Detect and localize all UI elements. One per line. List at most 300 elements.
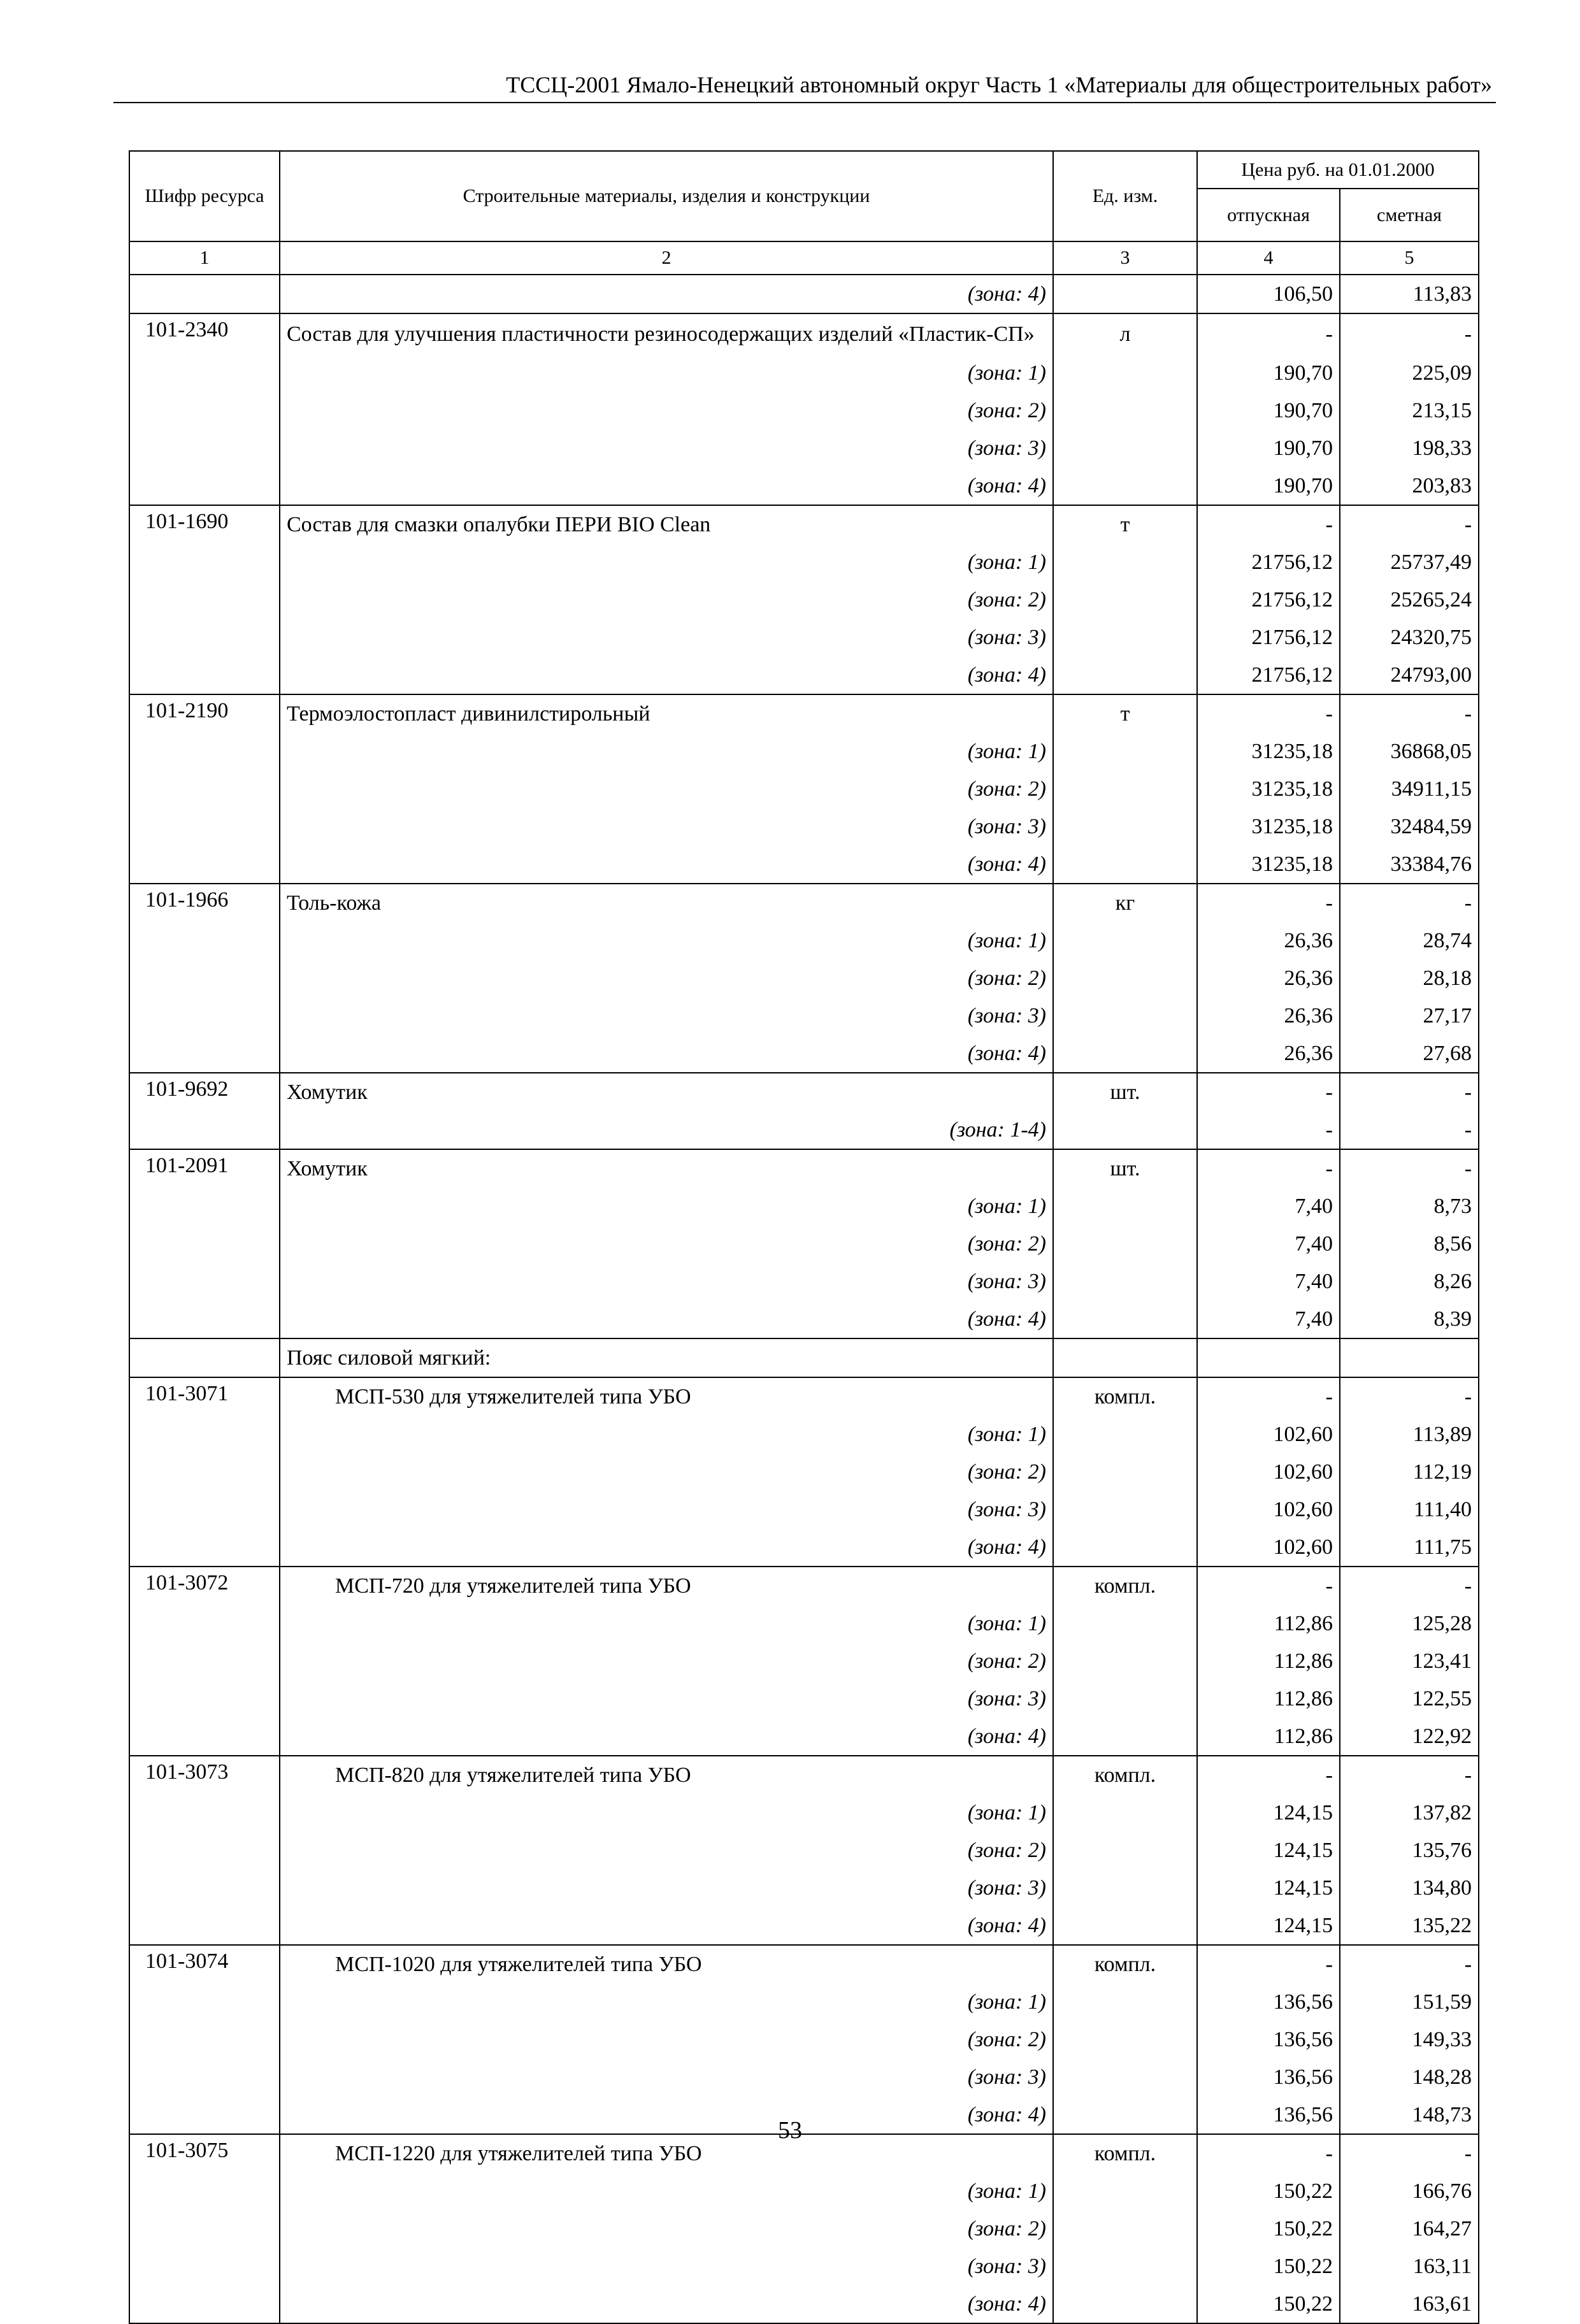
- release-price: 31235,18: [1197, 733, 1340, 770]
- empty-cell: [129, 1718, 280, 1756]
- empty-cell: [1053, 1983, 1197, 2021]
- zone-price-row: [129, 1453, 1479, 1491]
- zone-label: (зона: 1): [280, 2172, 1053, 2210]
- estimate-price: 8,26: [1340, 1263, 1479, 1300]
- empty-cell: [129, 1187, 280, 1225]
- estimate-price: 135,76: [1340, 1832, 1479, 1869]
- zone-price-row: [129, 1111, 1479, 1149]
- empty-cell: [1053, 1642, 1197, 1680]
- resource-code: 101-2340: [129, 313, 280, 354]
- estimate-price: 32484,59: [1340, 808, 1479, 845]
- release-price: -: [1197, 1567, 1340, 1605]
- section-row: [129, 1338, 1479, 1377]
- zone-price-row: [129, 1491, 1479, 1528]
- material-row: [129, 1073, 1479, 1111]
- release-price: 102,60: [1197, 1453, 1340, 1491]
- release-price: 124,15: [1197, 1907, 1340, 1945]
- estimate-price: 111,75: [1340, 1528, 1479, 1567]
- zone-price-row: [129, 1794, 1479, 1832]
- estimate-price: -: [1340, 1073, 1479, 1111]
- zone-price-row: [129, 1718, 1479, 1756]
- unit-of-measure: компл.: [1053, 1567, 1197, 1605]
- zone-label: (зона: 3): [280, 2248, 1053, 2285]
- empty-cell: [129, 733, 280, 770]
- empty-cell: [129, 1300, 280, 1338]
- zone-price-row: [129, 2248, 1479, 2285]
- estimate-price: 213,15: [1340, 392, 1479, 429]
- estimate-price: 34911,15: [1340, 770, 1479, 808]
- release-price: 102,60: [1197, 1416, 1340, 1453]
- column-number: 3: [1053, 241, 1197, 275]
- empty-cell: [1053, 2058, 1197, 2096]
- zone-price-row: [129, 1263, 1479, 1300]
- estimate-price: 28,74: [1340, 922, 1479, 959]
- release-price: 21756,12: [1197, 656, 1340, 694]
- zone-label: (зона: 1): [280, 1983, 1053, 2021]
- zone-label: (зона: 4): [280, 1300, 1053, 1338]
- zone-price-row: [129, 275, 1479, 313]
- empty-cell: [129, 1907, 280, 1945]
- empty-cell: [129, 656, 280, 694]
- estimate-price: 148,28: [1340, 2058, 1479, 2096]
- material-row: [129, 505, 1479, 543]
- estimate-price: 27,17: [1340, 997, 1479, 1035]
- empty-cell: [129, 467, 280, 505]
- release-price: 102,60: [1197, 1491, 1340, 1528]
- release-price: -: [1197, 1073, 1340, 1111]
- empty-cell: [1053, 2248, 1197, 2285]
- estimate-price: 8,39: [1340, 1300, 1479, 1338]
- empty-cell: [1053, 1794, 1197, 1832]
- release-price: 150,22: [1197, 2248, 1340, 2285]
- empty-cell: [129, 845, 280, 884]
- zone-label: (зона: 2): [280, 581, 1053, 619]
- estimate-price: -: [1340, 1111, 1479, 1149]
- zone-label: (зона: 1-4): [280, 1111, 1053, 1149]
- empty-cell: [129, 1111, 280, 1149]
- running-header: ТССЦ-2001 Ямало-Ненецкий автономный округ Часть 1 «Материалы для общестроительных работ»: [506, 72, 1492, 97]
- zone-price-row: [129, 581, 1479, 619]
- column-number: 4: [1197, 241, 1340, 275]
- empty-cell: [1053, 1832, 1197, 1869]
- release-price: 7,40: [1197, 1187, 1340, 1225]
- material-row: [129, 313, 1479, 354]
- zone-label: (зона: 4): [280, 275, 1053, 313]
- release-price: 112,86: [1197, 1605, 1340, 1642]
- empty-cell: [1053, 997, 1197, 1035]
- price-table: [129, 150, 1479, 2324]
- empty-cell: [129, 1983, 280, 2021]
- empty-cell: [1053, 1416, 1197, 1453]
- zone-label: (зона: 4): [280, 1528, 1053, 1567]
- estimate-price: -: [1340, 313, 1479, 354]
- unit-of-measure: кг: [1053, 884, 1197, 922]
- zone-price-row: [129, 429, 1479, 467]
- estimate-price: 25737,49: [1340, 543, 1479, 581]
- zone-label: (зона: 4): [280, 1035, 1053, 1073]
- unit-of-measure: шт.: [1053, 1073, 1197, 1111]
- price-table-container: [129, 150, 1478, 2324]
- empty-cell: [129, 2210, 280, 2248]
- release-price: 21756,12: [1197, 619, 1340, 656]
- empty-cell: [1053, 2285, 1197, 2323]
- resource-code: 101-2190: [129, 694, 280, 733]
- estimate-price: 198,33: [1340, 429, 1479, 467]
- zone-price-row: [129, 392, 1479, 429]
- zone-label: (зона: 1): [280, 733, 1053, 770]
- estimate-price: 25265,24: [1340, 581, 1479, 619]
- zone-price-row: [129, 733, 1479, 770]
- estimate-price: 125,28: [1340, 1605, 1479, 1642]
- zone-label: (зона: 3): [280, 808, 1053, 845]
- zone-label: (зона: 2): [280, 1225, 1053, 1263]
- release-price: 102,60: [1197, 1528, 1340, 1567]
- estimate-price: 134,80: [1340, 1869, 1479, 1907]
- estimate-price: 24320,75: [1340, 619, 1479, 656]
- zone-price-row: [129, 1983, 1479, 2021]
- zone-label: (зона: 4): [280, 656, 1053, 694]
- zone-label: (зона: 4): [280, 2096, 1053, 2134]
- release-price: 26,36: [1197, 922, 1340, 959]
- estimate-price: 8,56: [1340, 1225, 1479, 1263]
- empty-cell: [1053, 429, 1197, 467]
- table-header: [129, 151, 1479, 275]
- material-row: [129, 1377, 1479, 1416]
- empty-cell: [1053, 1491, 1197, 1528]
- unit-of-measure: компл.: [1053, 1756, 1197, 1794]
- release-price: 112,86: [1197, 1718, 1340, 1756]
- empty-cell: [1053, 2021, 1197, 2058]
- estimate-price: 164,27: [1340, 2210, 1479, 2248]
- estimate-price: -: [1340, 1945, 1479, 1983]
- empty-cell: [1197, 1338, 1340, 1377]
- release-price: 190,70: [1197, 429, 1340, 467]
- release-price: 112,86: [1197, 1680, 1340, 1718]
- release-price: 190,70: [1197, 467, 1340, 505]
- empty-cell: [1053, 1225, 1197, 1263]
- estimate-price: 148,73: [1340, 2096, 1479, 2134]
- release-price: -: [1197, 694, 1340, 733]
- zone-label: (зона: 1): [280, 1187, 1053, 1225]
- empty-cell: [129, 429, 280, 467]
- empty-cell: [1053, 770, 1197, 808]
- unit-of-measure: т: [1053, 694, 1197, 733]
- material-name: Термоэлостопласт дивинилстирольный: [280, 694, 1053, 733]
- empty-cell: [129, 392, 280, 429]
- zone-price-row: [129, 959, 1479, 997]
- page-number: 53: [778, 2117, 802, 2144]
- zone-price-row: [129, 1225, 1479, 1263]
- section-title: Пояс силовой мягкий:: [280, 1338, 1053, 1377]
- estimate-price: 135,22: [1340, 1907, 1479, 1945]
- unit-of-measure: компл.: [1053, 1377, 1197, 1416]
- empty-cell: [1053, 1453, 1197, 1491]
- empty-cell: [129, 1035, 280, 1073]
- column-number: 5: [1340, 241, 1479, 275]
- empty-cell: [1053, 619, 1197, 656]
- zone-price-row: [129, 1187, 1479, 1225]
- release-price: 7,40: [1197, 1263, 1340, 1300]
- empty-cell: [1053, 1869, 1197, 1907]
- zone-price-row: [129, 770, 1479, 808]
- release-price: 150,22: [1197, 2210, 1340, 2248]
- material-name: Состав для улучшения пластичности резиносодержащих изделий «Пластик-СП»: [280, 313, 1053, 354]
- empty-cell: [1053, 543, 1197, 581]
- empty-cell: [129, 581, 280, 619]
- release-price: -: [1197, 2134, 1340, 2172]
- zone-price-row: [129, 808, 1479, 845]
- estimate-price: 112,19: [1340, 1453, 1479, 1491]
- zone-label: (зона: 1): [280, 1416, 1053, 1453]
- release-price: 26,36: [1197, 997, 1340, 1035]
- resource-code: 101-3075: [129, 2134, 280, 2172]
- zone-label: (зона: 4): [280, 2285, 1053, 2323]
- zone-label: (зона: 3): [280, 2058, 1053, 2096]
- zone-price-row: [129, 543, 1479, 581]
- unit-of-measure: компл.: [1053, 1945, 1197, 1983]
- estimate-price: 36868,05: [1340, 733, 1479, 770]
- release-price: 21756,12: [1197, 543, 1340, 581]
- empty-cell: [129, 997, 280, 1035]
- zone-label: (зона: 1): [280, 922, 1053, 959]
- unit-of-measure: шт.: [1053, 1149, 1197, 1187]
- estimate-price: 33384,76: [1340, 845, 1479, 884]
- empty-cell: [1053, 656, 1197, 694]
- zone-price-row: [129, 1832, 1479, 1869]
- estimate-price: -: [1340, 694, 1479, 733]
- material-row: [129, 1945, 1479, 1983]
- material-name: Состав для смазки опалубки ПЕРИ BIO Clean: [280, 505, 1053, 543]
- material-name: МСП-720 для утяжелителей типа УБО: [280, 1567, 1053, 1605]
- empty-cell: [129, 619, 280, 656]
- empty-cell: [129, 275, 280, 313]
- zone-label: (зона: 3): [280, 429, 1053, 467]
- empty-cell: [1053, 1035, 1197, 1073]
- empty-cell: [1053, 1111, 1197, 1149]
- zone-price-row: [129, 1416, 1479, 1453]
- empty-cell: [129, 2248, 280, 2285]
- zone-label: (зона: 2): [280, 770, 1053, 808]
- zone-label: (зона: 1): [280, 543, 1053, 581]
- table-body: [129, 275, 1479, 2323]
- material-name: Толь-кожа: [280, 884, 1053, 922]
- zone-price-row: [129, 1528, 1479, 1567]
- empty-cell: [129, 1605, 280, 1642]
- zone-label: (зона: 3): [280, 1869, 1053, 1907]
- release-price: 190,70: [1197, 392, 1340, 429]
- release-price: -: [1197, 1149, 1340, 1187]
- zone-label: (зона: 2): [280, 2210, 1053, 2248]
- release-price: 136,56: [1197, 2096, 1340, 2134]
- empty-cell: [1053, 275, 1197, 313]
- empty-cell: [129, 1491, 280, 1528]
- empty-cell: [129, 1225, 280, 1263]
- release-price: 136,56: [1197, 2021, 1340, 2058]
- estimate-price: 122,55: [1340, 1680, 1479, 1718]
- empty-cell: [1053, 1718, 1197, 1756]
- resource-code: 101-3071: [129, 1377, 280, 1416]
- zone-price-row: [129, 1869, 1479, 1907]
- resource-code: 101-1966: [129, 884, 280, 922]
- empty-cell: [1053, 1680, 1197, 1718]
- empty-cell: [129, 1453, 280, 1491]
- estimate-price: 24793,00: [1340, 656, 1479, 694]
- zone-label: (зона: 1): [280, 1605, 1053, 1642]
- release-price: 7,40: [1197, 1225, 1340, 1263]
- empty-cell: [1053, 1605, 1197, 1642]
- zone-price-row: [129, 354, 1479, 392]
- release-price: 124,15: [1197, 1794, 1340, 1832]
- zone-price-row: [129, 1605, 1479, 1642]
- empty-cell: [129, 2021, 280, 2058]
- empty-cell: [1053, 1300, 1197, 1338]
- header-name: Строительные материалы, изделия и конструкции: [280, 151, 1053, 241]
- estimate-price: -: [1340, 1149, 1479, 1187]
- empty-cell: [1053, 845, 1197, 884]
- resource-code: 101-9692: [129, 1073, 280, 1111]
- empty-cell: [129, 959, 280, 997]
- zone-price-row: [129, 922, 1479, 959]
- empty-cell: [1053, 354, 1197, 392]
- release-price: -: [1197, 1377, 1340, 1416]
- estimate-price: 225,09: [1340, 354, 1479, 392]
- empty-cell: [1053, 1528, 1197, 1567]
- unit-of-measure: компл.: [1053, 2134, 1197, 2172]
- release-price: -: [1197, 313, 1340, 354]
- zone-label: (зона: 4): [280, 1718, 1053, 1756]
- zone-label: (зона: 2): [280, 2021, 1053, 2058]
- empty-cell: [1053, 581, 1197, 619]
- release-price: 112,86: [1197, 1642, 1340, 1680]
- empty-cell: [1053, 467, 1197, 505]
- estimate-price: 113,89: [1340, 1416, 1479, 1453]
- estimate-price: 163,11: [1340, 2248, 1479, 2285]
- zone-price-row: [129, 997, 1479, 1035]
- estimate-price: 163,61: [1340, 2285, 1479, 2323]
- empty-cell: [1053, 392, 1197, 429]
- release-price: 7,40: [1197, 1300, 1340, 1338]
- estimate-price: -: [1340, 1567, 1479, 1605]
- zone-price-row: [129, 619, 1479, 656]
- empty-cell: [1053, 1263, 1197, 1300]
- unit-of-measure: т: [1053, 505, 1197, 543]
- resource-code: 101-3072: [129, 1567, 280, 1605]
- zone-label: (зона: 2): [280, 1642, 1053, 1680]
- empty-cell: [1053, 2172, 1197, 2210]
- zone-price-row: [129, 1642, 1479, 1680]
- zone-label: (зона: 4): [280, 845, 1053, 884]
- empty-cell: [129, 354, 280, 392]
- release-price: 150,22: [1197, 2172, 1340, 2210]
- release-price: -: [1197, 505, 1340, 543]
- empty-cell: [1340, 1338, 1479, 1377]
- zone-label: (зона: 1): [280, 354, 1053, 392]
- estimate-price: 111,40: [1340, 1491, 1479, 1528]
- release-price: 124,15: [1197, 1832, 1340, 1869]
- column-number: 1: [129, 241, 280, 275]
- header-release: отпускная: [1197, 189, 1340, 241]
- release-price: 31235,18: [1197, 845, 1340, 884]
- zone-price-row: [129, 845, 1479, 884]
- empty-cell: [129, 543, 280, 581]
- material-name: Хомутик: [280, 1149, 1053, 1187]
- material-row: [129, 1567, 1479, 1605]
- estimate-price: 113,83: [1340, 275, 1479, 313]
- estimate-price: -: [1340, 884, 1479, 922]
- zone-price-row: [129, 2021, 1479, 2058]
- zone-price-row: [129, 2210, 1479, 2248]
- release-price: 106,50: [1197, 275, 1340, 313]
- release-price: -: [1197, 1945, 1340, 1983]
- zone-price-row: [129, 1680, 1479, 1718]
- empty-cell: [129, 1528, 280, 1567]
- empty-cell: [1053, 2210, 1197, 2248]
- release-price: 150,22: [1197, 2285, 1340, 2323]
- zone-label: (зона: 3): [280, 997, 1053, 1035]
- empty-cell: [129, 2058, 280, 2096]
- zone-label: (зона: 2): [280, 959, 1053, 997]
- estimate-price: -: [1340, 2134, 1479, 2172]
- header-estimate: сметная: [1340, 189, 1479, 241]
- material-name: МСП-1020 для утяжелителей типа УБО: [280, 1945, 1053, 1983]
- material-row: [129, 1149, 1479, 1187]
- empty-cell: [1053, 922, 1197, 959]
- zone-price-row: [129, 1035, 1479, 1073]
- estimate-price: 123,41: [1340, 1642, 1479, 1680]
- release-price: 26,36: [1197, 1035, 1340, 1073]
- release-price: 136,56: [1197, 1983, 1340, 2021]
- estimate-price: 151,59: [1340, 1983, 1479, 2021]
- release-price: 26,36: [1197, 959, 1340, 997]
- header-unit: Ед. изм.: [1053, 151, 1197, 241]
- material-name: МСП-1220 для утяжелителей типа УБО: [280, 2134, 1053, 2172]
- unit-of-measure: л: [1053, 313, 1197, 354]
- resource-code: 101-1690: [129, 505, 280, 543]
- material-row: [129, 1756, 1479, 1794]
- release-price: 21756,12: [1197, 581, 1340, 619]
- zone-label: (зона: 4): [280, 467, 1053, 505]
- zone-label: (зона: 3): [280, 1263, 1053, 1300]
- empty-cell: [129, 1794, 280, 1832]
- header-rule: [113, 102, 1496, 103]
- estimate-price: -: [1340, 505, 1479, 543]
- zone-label: (зона: 2): [280, 1832, 1053, 1869]
- zone-price-row: [129, 2058, 1479, 2096]
- zone-label: (зона: 4): [280, 1907, 1053, 1945]
- zone-label: (зона: 1): [280, 1794, 1053, 1832]
- material-row: [129, 694, 1479, 733]
- release-price: 31235,18: [1197, 770, 1340, 808]
- zone-price-row: [129, 1907, 1479, 1945]
- release-price: 31235,18: [1197, 808, 1340, 845]
- row-code: [129, 1338, 280, 1377]
- estimate-price: 137,82: [1340, 1794, 1479, 1832]
- estimate-price: 28,18: [1340, 959, 1479, 997]
- empty-cell: [129, 1416, 280, 1453]
- empty-cell: [1053, 1187, 1197, 1225]
- estimate-price: 203,83: [1340, 467, 1479, 505]
- empty-cell: [1053, 1907, 1197, 1945]
- header-code: Шифр ресурса: [129, 151, 280, 241]
- empty-cell: [129, 808, 280, 845]
- zone-price-row: [129, 467, 1479, 505]
- release-price: 190,70: [1197, 354, 1340, 392]
- empty-cell: [129, 1680, 280, 1718]
- zone-price-row: [129, 2172, 1479, 2210]
- zone-label: (зона: 3): [280, 619, 1053, 656]
- estimate-price: -: [1340, 1377, 1479, 1416]
- zone-label: (зона: 2): [280, 1453, 1053, 1491]
